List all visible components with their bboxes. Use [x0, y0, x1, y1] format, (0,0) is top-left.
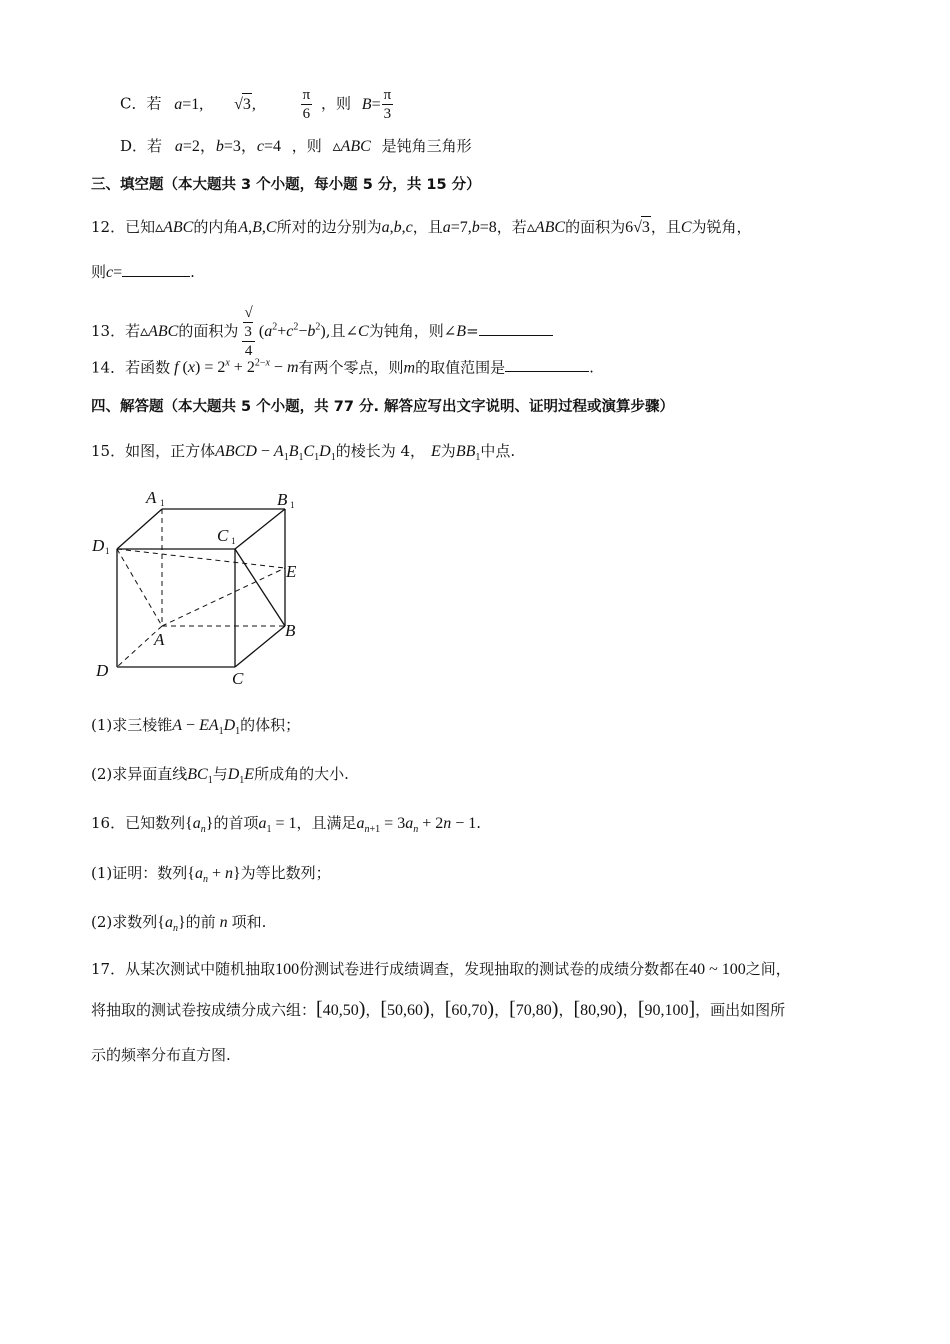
segment-d1a — [117, 549, 162, 626]
label-d: D — [96, 661, 109, 680]
question-16-part1: (1)证明：数列$\{a_n + n\}$为等比数列； — [91, 864, 331, 886]
edge-cb — [235, 626, 285, 667]
section-3-heading: 三、填空题（本大题共 3 个小题，每小题 5 分，共 15 分） — [91, 177, 481, 193]
section-4-heading: 四、解答题（本大题共 5 个小题，共 77 分. 解答应写出文字说明、证明过程或演算步骤） — [91, 399, 675, 415]
question-12: 12．已知▵ABC的内角A,B,C所对的边分别为a,b,c，且a=7,b=8，若▵ABC的面积为6√3，且C为锐角， — [91, 216, 752, 239]
label-c: C — [232, 669, 244, 688]
edge-b1c1 — [235, 509, 285, 549]
label-a: A — [154, 630, 165, 649]
answer-blank-13[interactable] — [479, 319, 553, 336]
label-b: B — [285, 621, 296, 640]
question-12-line2: 则c= . — [91, 260, 195, 284]
label-c1: C — [217, 526, 229, 545]
question-17-line3: 示的频率分布直方图. — [91, 1046, 231, 1064]
edge-a1d1 — [117, 509, 162, 549]
segment-c1b — [235, 549, 285, 626]
question-16: 16．已知数列$\{a_n\}$的首项$a_1 = 1$，且满足$a_{n+1} = 3a_n + 2n - 1$. — [91, 814, 482, 836]
segment-d1e — [117, 549, 285, 568]
label-e: E — [286, 562, 297, 581]
question-16-part2: (2)求数列$\{a_n\}$的前 n 项和. — [91, 913, 267, 935]
label-c1-sub: 1 — [231, 536, 236, 546]
label-b1: B — [277, 490, 288, 509]
label-d1-sub: 1 — [105, 546, 110, 556]
answer-blank-14[interactable] — [505, 355, 589, 372]
question-17-line2: 将抽取的测试卷按成绩分成六组：[40,50)，[50,60)，[60,70)，[70,80)，[80,90)，[90,100]，画出如图所 — [91, 998, 786, 1020]
label-a1-sub: 1 — [160, 498, 165, 508]
question-14: 14．若函数 f $(x) = 2^x + 2^{2-x} - m$有两个零点，则m的取值范围是 . — [91, 353, 594, 379]
label-d1: D — [92, 536, 105, 555]
answer-blank-12[interactable] — [122, 260, 190, 277]
option-c: C．若 a=1, √3, $\frac{\pi}{6}$ ，则 B= $\frac{\pi}{3}$ — [120, 87, 392, 122]
option-d: D．若 a=2，b=3，c=4 ，则 ▵ABC 是钝角三角形 — [120, 137, 472, 155]
question-15-part2: (2)求异面直线$BC_1$与$D_1E$所成角的大小. — [91, 765, 349, 787]
label-b1-sub: 1 — [290, 500, 295, 510]
question-15: 15．如图，正方体ABCD − $A_1B_1C_1D_1$的棱长为 4， E为$BB_1$中点. — [91, 442, 516, 464]
question-15-part1: (1)求三棱锥$A - EA_1D_1$的体积； — [91, 716, 301, 738]
cube-figure — [90, 485, 320, 690]
question-17: 17．从某次测试中随机抽取100份测试卷进行成绩调查，发现抽取的测试卷的成绩分数都在40 ~ 100之间， — [91, 960, 791, 978]
question-13: 13．若▵ABC的面积为 √ 3 4 $(a^2+c^2-b^2)$,且∠C为钝角，则∠B= — [91, 304, 553, 360]
label-a1: A — [146, 488, 157, 507]
